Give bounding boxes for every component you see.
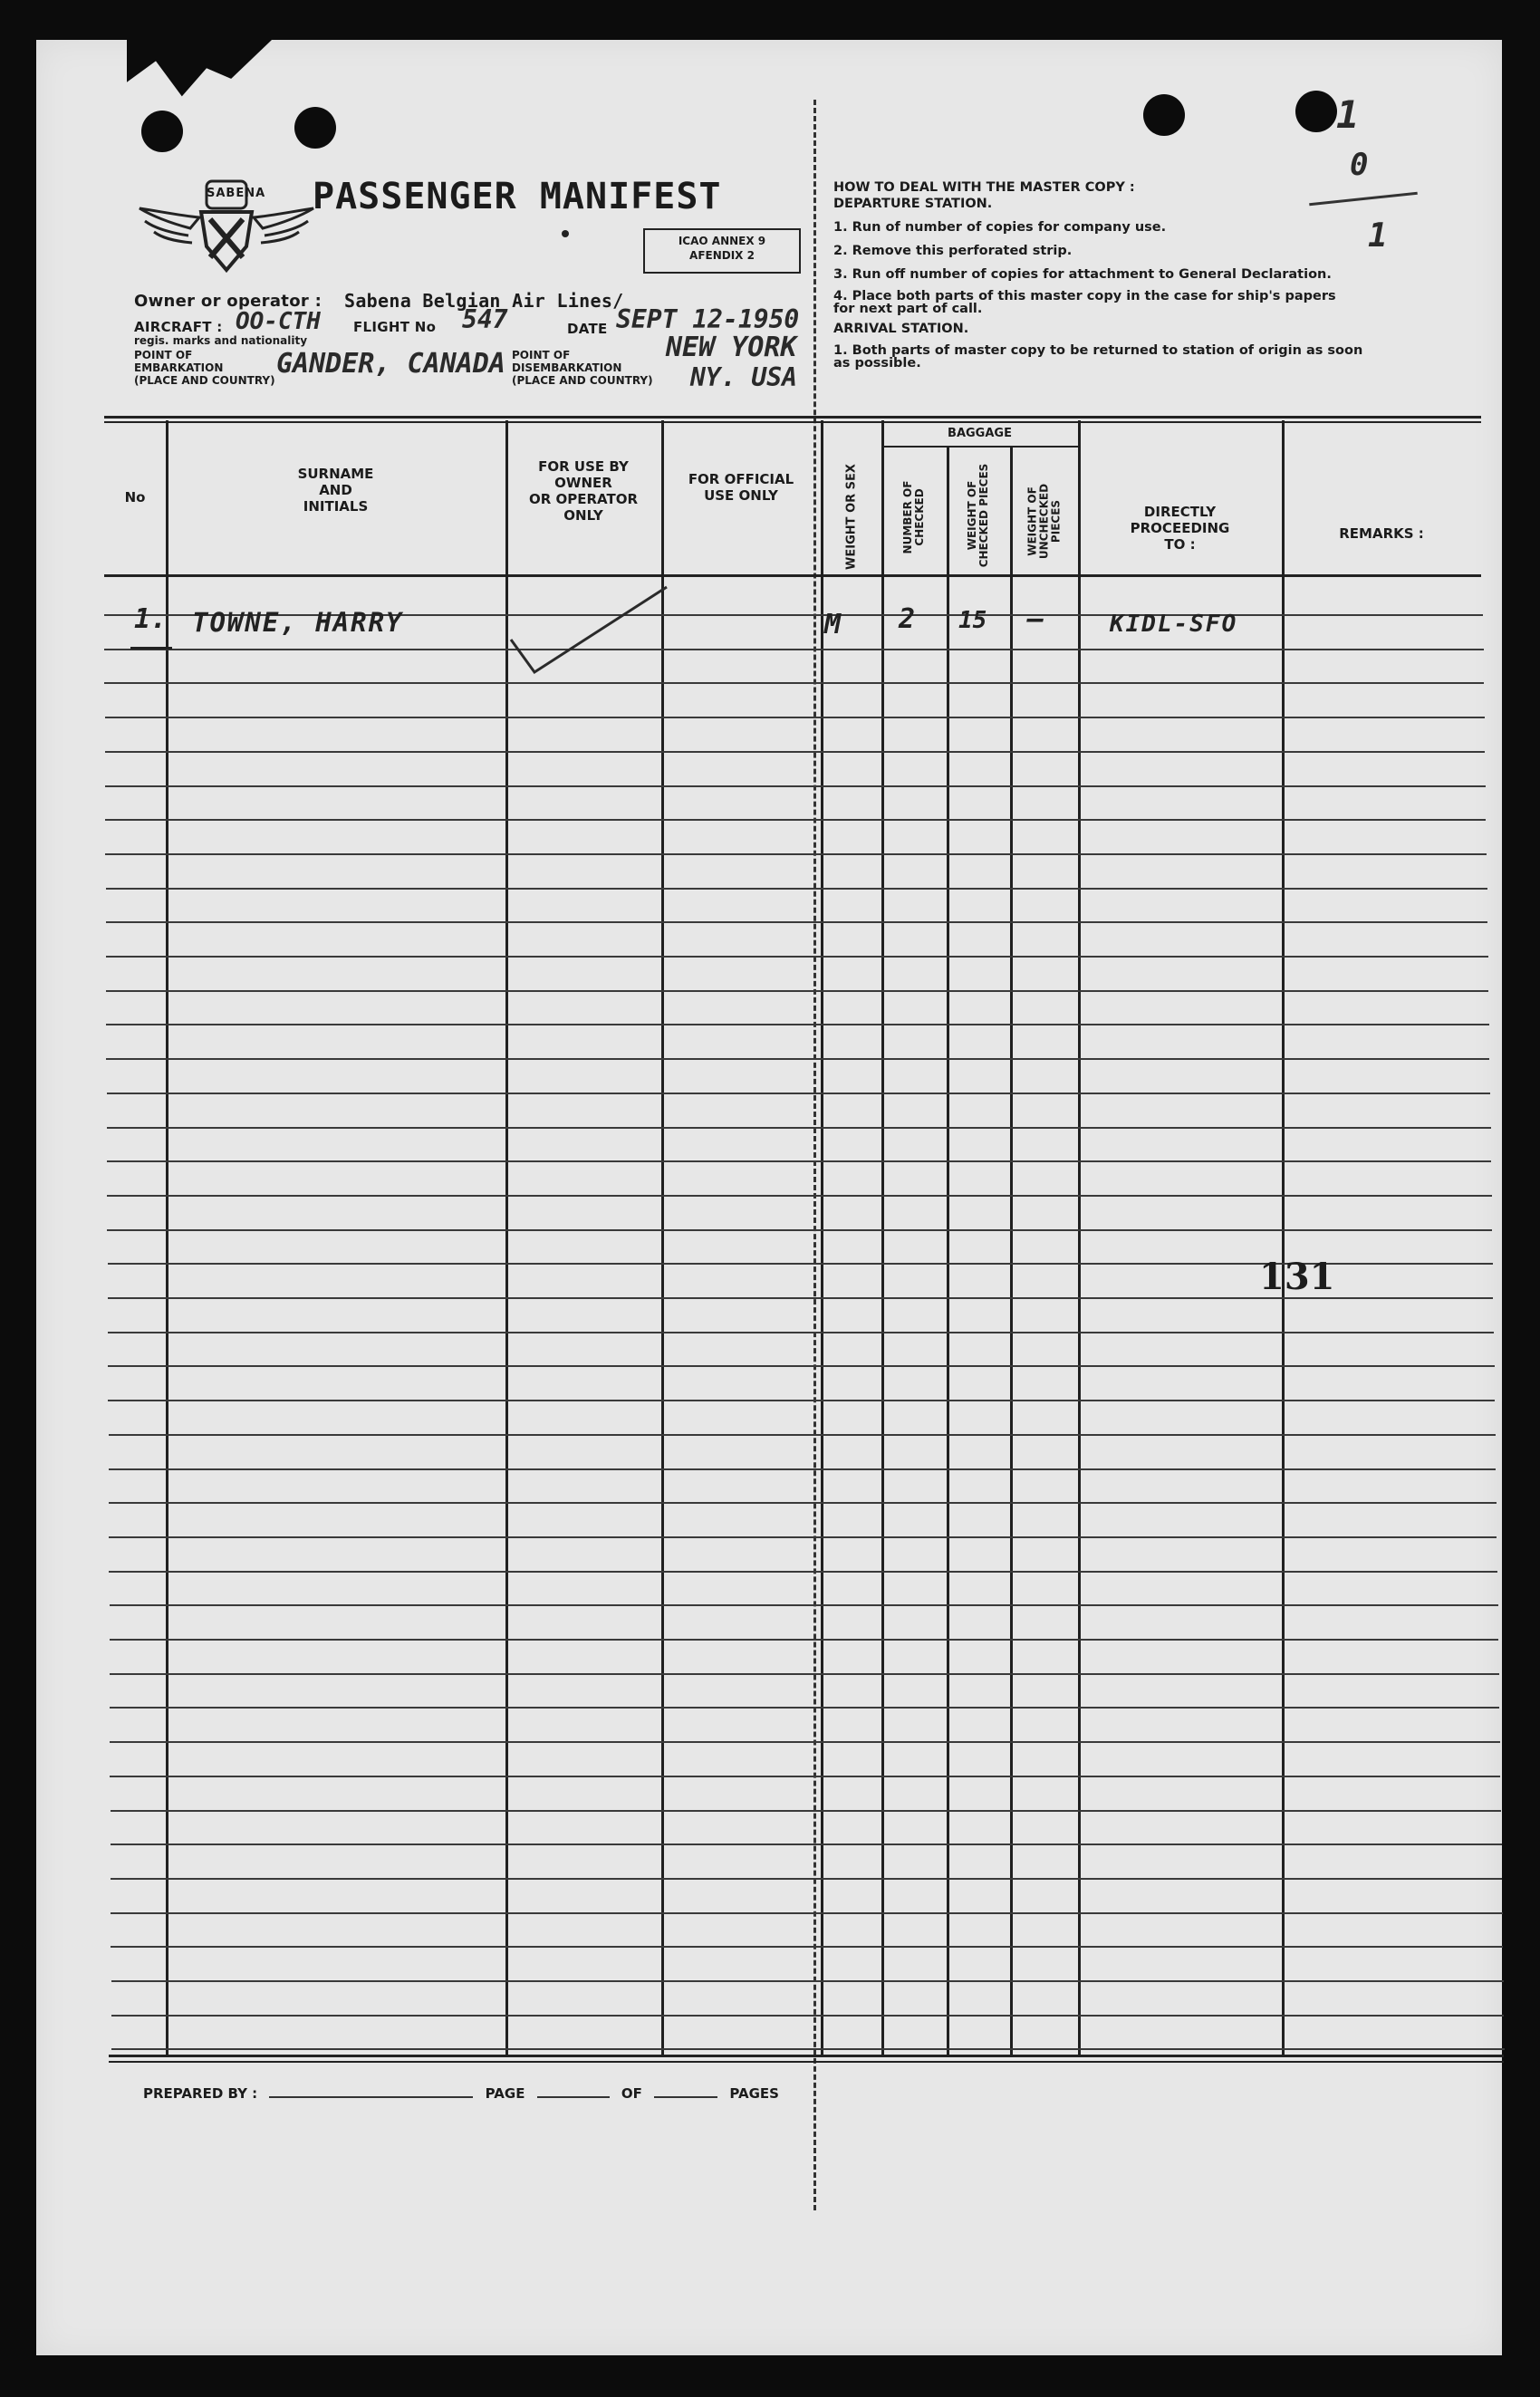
- instr-arrival: ARRIVAL STATION.: [833, 322, 969, 336]
- col-header-bag-number: NUMBER OF CHECKED: [901, 480, 926, 554]
- disembark-label: DISEMBARKATION: [512, 361, 622, 374]
- footer: [143, 2085, 779, 2102]
- table-row-line: [106, 990, 1488, 992]
- table-row-line: [106, 888, 1487, 890]
- passenger-name: TOWNE, HARRY: [192, 607, 404, 638]
- table-bottom-rule: [109, 2055, 1504, 2057]
- table-row-line: [111, 1810, 1501, 1812]
- table-row-line: [105, 819, 1486, 821]
- punch-hole: [1295, 91, 1337, 132]
- embark-label: (PLACE AND COUNTRY): [134, 374, 275, 387]
- page-title: PASSENGER MANIFEST: [313, 176, 722, 217]
- table-row-line: [107, 1229, 1492, 1231]
- header-text: FOR OFFICIAL: [688, 471, 794, 487]
- corner-mark: 0: [1350, 147, 1369, 183]
- aircraft-sub: regis. marks and nationality: [134, 334, 308, 347]
- of-blank: [654, 2096, 717, 2098]
- table-top-rule: [104, 421, 1481, 423]
- passenger-unchecked: —: [1027, 603, 1044, 635]
- annex-box: [643, 228, 801, 274]
- table-bottom-rule: [109, 2061, 1504, 2063]
- disembark-value: NY. USA: [690, 362, 798, 392]
- punch-hole: [141, 111, 183, 152]
- stamp-number: 131: [1259, 1256, 1335, 1298]
- passenger-bag-weight: 15: [958, 607, 987, 634]
- col-header-remarks: REMARKS :: [1339, 525, 1424, 542]
- embark-value: GANDER, CANADA: [276, 348, 505, 380]
- header-text: DIRECTLY: [1143, 504, 1217, 520]
- instructions: [833, 179, 1468, 370]
- table-row-line: [107, 1195, 1491, 1197]
- owner-label: Owner or operator :: [134, 292, 322, 311]
- date-label: DATE: [567, 321, 608, 337]
- col-header-baggage: BAGGAGE: [948, 427, 1012, 440]
- disembark-label: (PLACE AND COUNTRY): [512, 374, 653, 387]
- prepared-by-label: PREPARED BY :: [143, 2085, 258, 2102]
- col-header-surname: [166, 466, 505, 515]
- corner-mark: 1: [1368, 217, 1388, 255]
- table-row-line: [107, 1093, 1490, 1094]
- table-row-line: [105, 717, 1485, 718]
- punch-hole: [1143, 94, 1185, 136]
- table-row-line: [110, 1707, 1499, 1709]
- instr-line: 4. Place both parts of this master copy in the case for ship's papers: [833, 289, 1336, 303]
- col-line: [947, 448, 949, 2056]
- torn-corner: [127, 40, 272, 111]
- owner-value: Sabena Belgian Air Lines/: [344, 290, 624, 312]
- date-value: SEPT 12-1950: [616, 304, 800, 334]
- disembark-value: NEW YORK: [666, 332, 797, 363]
- table-row-line: [111, 2015, 1505, 2017]
- col-line: [1010, 448, 1013, 2056]
- annex-line: AFENDIX 2: [689, 249, 755, 262]
- logo-text: SABENA: [207, 187, 266, 200]
- col-header-official: [661, 471, 821, 504]
- header-bottom-rule: [104, 574, 1481, 577]
- table-top-rule: [104, 416, 1481, 419]
- of-label: OF: [621, 2085, 642, 2102]
- embark-label: EMBARKATION: [134, 361, 224, 374]
- page-blank: [537, 2096, 610, 2098]
- embark-label: POINT OF: [134, 349, 193, 361]
- table-row-line: [110, 1741, 1500, 1743]
- table-row-line: [109, 1434, 1496, 1436]
- passenger-sex: M: [824, 609, 842, 640]
- table-row-line: [110, 1673, 1499, 1675]
- dot: [562, 230, 569, 237]
- punch-hole: [294, 107, 336, 149]
- col-header-no: No: [124, 489, 146, 505]
- instr-line: 1. Both parts of master copy to be returned to station of origin as soon: [833, 343, 1363, 358]
- table-row-line: [110, 1604, 1498, 1606]
- col-header-owner-use: [505, 458, 661, 524]
- check-mark: [507, 580, 670, 683]
- table-row-line: [106, 1024, 1489, 1025]
- table-row-line: [108, 1365, 1494, 1367]
- header-text: USE ONLY: [704, 487, 778, 504]
- flight-label: FLIGHT No: [353, 319, 437, 335]
- instr-line: 3. Run off number of copies for attachment to General Declaration.: [833, 267, 1332, 282]
- instr-heading: HOW TO DEAL WITH THE MASTER COPY :: [833, 180, 1135, 195]
- table-row-line: [111, 1980, 1504, 1982]
- passenger-destination: KIDL-SFO: [1110, 611, 1238, 638]
- header-text: ONLY: [563, 507, 603, 524]
- table-row-line: [105, 853, 1487, 855]
- header-text: SURNAME: [297, 466, 374, 482]
- annex-line: ICAO ANNEX 9: [678, 235, 766, 247]
- disembark-label: POINT OF: [512, 349, 571, 361]
- instr-line: for next part of call.: [833, 302, 983, 316]
- table-row-line: [105, 751, 1486, 753]
- table-row-line: [106, 956, 1488, 958]
- aircraft-value: OO-CTH: [236, 308, 321, 335]
- instr-line: as possible.: [833, 356, 921, 371]
- table-row-line: [109, 1468, 1497, 1470]
- table-row-line: [105, 785, 1486, 787]
- header-text: OR OPERATOR: [528, 491, 639, 507]
- aircraft-label: AIRCRAFT :: [134, 319, 223, 335]
- passenger-bag-count: 2: [899, 603, 916, 635]
- header-text: PROCEEDING: [1130, 520, 1230, 536]
- table-row-line: [110, 1639, 1498, 1641]
- table-row-line: [108, 1332, 1494, 1333]
- table-row-line: [106, 921, 1487, 923]
- table-row-line: [111, 1946, 1503, 1948]
- instr-departure: DEPARTURE STATION.: [833, 197, 993, 211]
- table-row-line: [109, 1502, 1497, 1504]
- table-row-line: [111, 2048, 1505, 2050]
- header-text: TO :: [1164, 536, 1196, 553]
- flight-value: 547: [462, 304, 508, 334]
- corner-mark: 1: [1336, 92, 1360, 137]
- table-row-line: [104, 649, 1483, 650]
- col-header-bag-weight: WEIGHT OF CHECKED PIECES: [966, 463, 990, 568]
- table-row-line: [107, 1160, 1491, 1162]
- underline: [130, 647, 172, 650]
- baggage-rule: [881, 446, 1078, 448]
- pages-label: PAGES: [729, 2085, 779, 2102]
- table-row-line: [111, 1843, 1502, 1845]
- table-row-line: [109, 1571, 1497, 1573]
- header-text: AND: [319, 482, 352, 498]
- table-row-line: [111, 1878, 1502, 1880]
- col-header-directly: [1078, 504, 1282, 553]
- table-row-line: [109, 1536, 1497, 1538]
- page-label: PAGE: [485, 2085, 525, 2102]
- prepared-by-blank: [269, 2096, 473, 2098]
- header-text: INITIALS: [303, 498, 369, 515]
- col-header-weight-sex: WEIGHT OR SEX: [844, 464, 859, 570]
- table-row-line: [106, 1058, 1489, 1060]
- table-row-line: [111, 1912, 1502, 1914]
- table-row-line: [107, 1127, 1491, 1129]
- instr-line: 1. Run of number of copies for company use.: [833, 220, 1167, 235]
- table-row-line: [104, 682, 1484, 684]
- table-row-line: [110, 1776, 1500, 1777]
- instr-line: 2. Remove this perforated strip.: [833, 244, 1073, 258]
- header-text: OWNER: [554, 475, 612, 491]
- header-text: FOR USE BY: [538, 458, 629, 475]
- passenger-no: 1.: [134, 603, 168, 635]
- col-header-bag-unchecked: WEIGHT OF UNCHECKED PIECES: [1025, 483, 1063, 560]
- table-row-line: [108, 1400, 1495, 1401]
- manifest-sheet: [36, 40, 1502, 2355]
